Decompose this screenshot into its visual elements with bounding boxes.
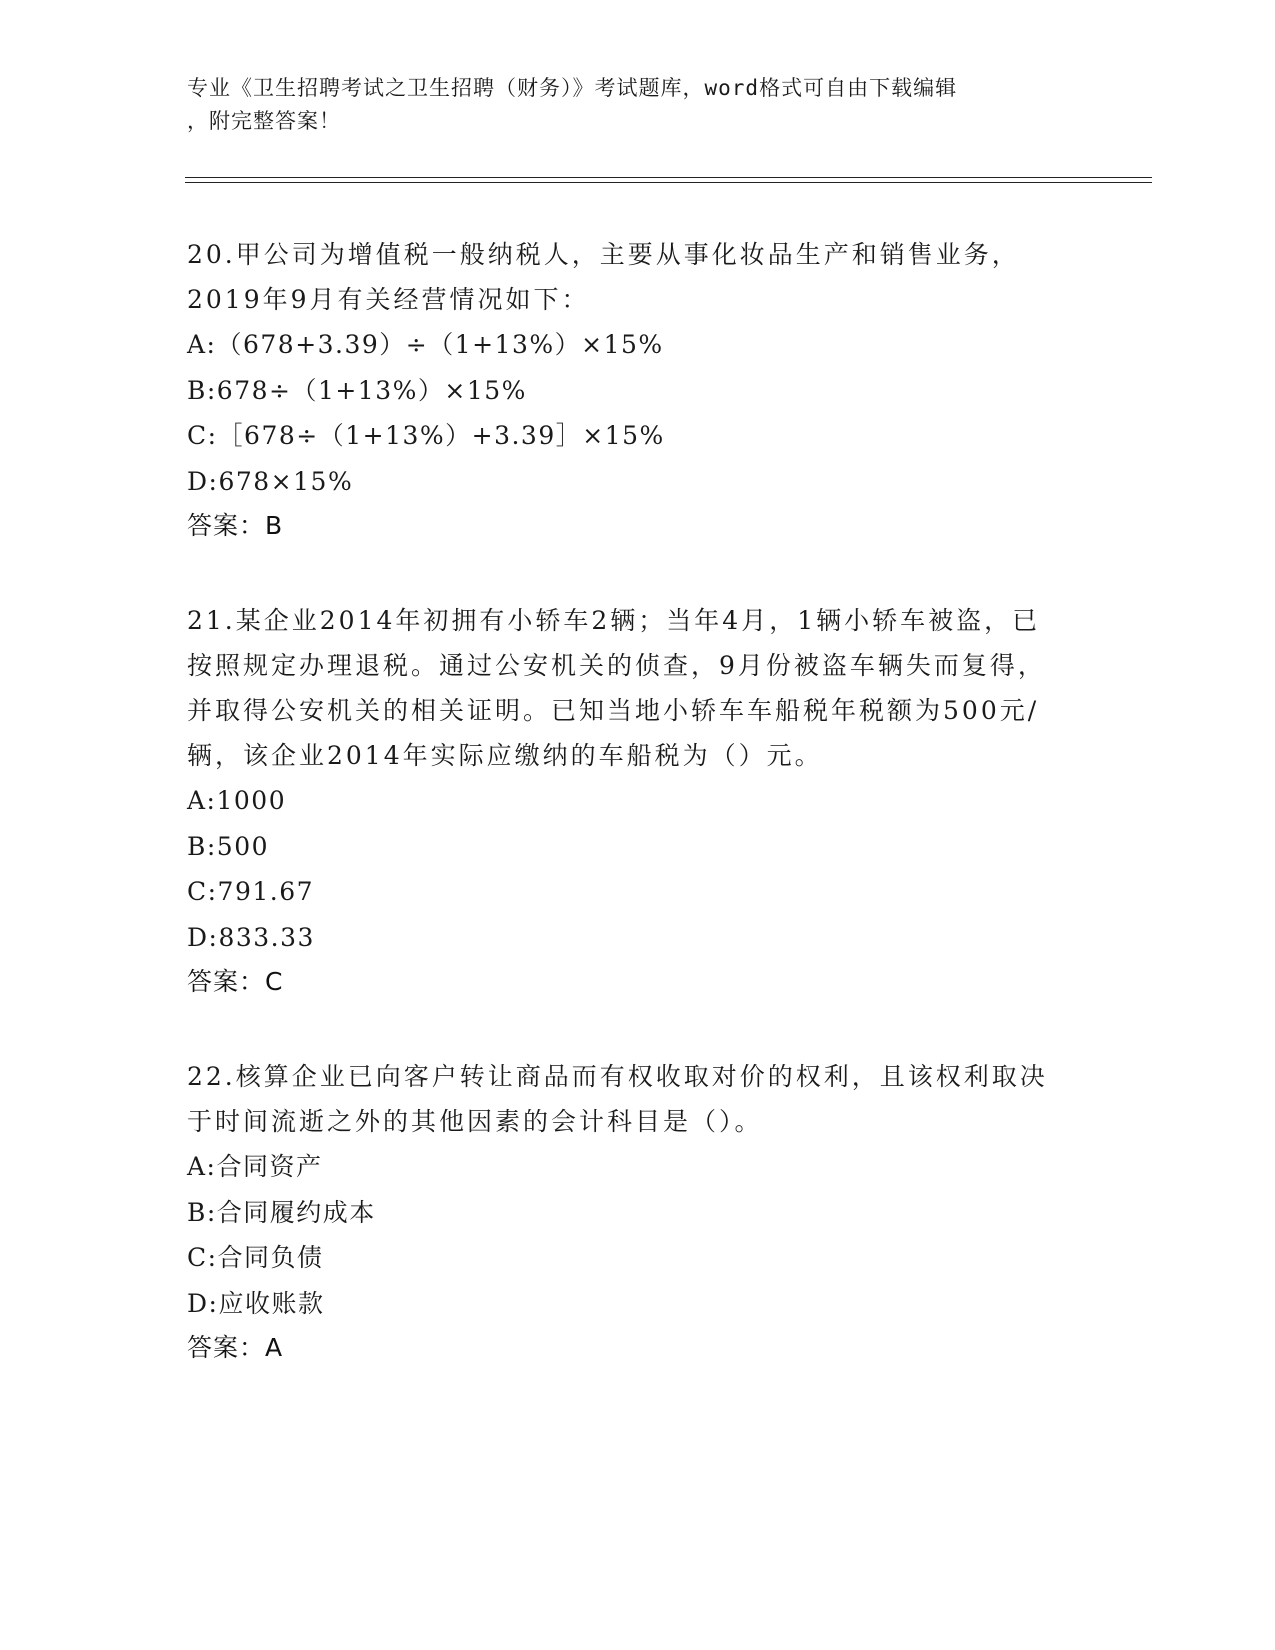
document-header — [187, 72, 1087, 138]
option-b: B:合同履约成本 — [187, 1197, 376, 1227]
option-b: B:678÷（1+13%）×15% — [187, 375, 527, 405]
header-line-2: ，附完整答案！ — [187, 109, 341, 133]
answer-label: 答案：B — [187, 511, 284, 540]
answer-label: 答案：A — [187, 1333, 284, 1362]
question-text-line: 2019年9月有关经营情况如下： — [187, 285, 590, 314]
option-b: B:500 — [187, 831, 270, 861]
question-text-line: 按照规定办理退税。通过公安机关的侦查，9月份被盗车辆失而复得， — [187, 651, 1046, 680]
header-divider-top — [185, 177, 1152, 178]
question-text-line: 20.甲公司为增值税一般纳税人，主要从事化妆品生产和销售业务， — [187, 240, 1020, 269]
option-a: A:合同资产 — [187, 1152, 323, 1181]
option-a: A:（678+3.39）÷（1+13%）×15% — [187, 330, 664, 359]
option-d: D:应收账款 — [187, 1288, 325, 1318]
question-text-line: 于时间流逝之外的其他因素的会计科目是（）。 — [187, 1107, 763, 1136]
question-22 — [187, 1054, 1087, 1370]
header-line-1: 专业《卫生招聘考试之卫生招聘（财务）》考试题库，word格式可自由下载编辑 — [187, 76, 958, 100]
question-text-line: 22.核算企业已向客户转让商品而有权收取对价的权利，且该权利取决 — [187, 1062, 1048, 1091]
answer-label: 答案：C — [187, 967, 284, 996]
header-divider-bottom — [185, 182, 1152, 183]
question-20 — [187, 232, 1087, 548]
question-text-line: 21.某企业2014年初拥有小轿车2辆；当年4月，1辆小轿车被盗，已 — [187, 606, 1041, 635]
question-21 — [187, 598, 1087, 1004]
option-a: A:1000 — [187, 786, 287, 815]
option-c: C:791.67 — [187, 877, 315, 906]
question-text-line: 辆，该企业2014年实际应缴纳的车船税为（）元。 — [187, 741, 823, 770]
option-c: C:［678÷（1+13%）+3.39］×15% — [187, 421, 665, 450]
question-text-line: 并取得公安机关的相关证明。已知当地小轿车车船税年税额为500元/ — [187, 696, 1040, 725]
option-d: D:833.33 — [187, 922, 315, 952]
option-d: D:678×15% — [187, 466, 354, 496]
option-c: C:合同负债 — [187, 1243, 324, 1272]
